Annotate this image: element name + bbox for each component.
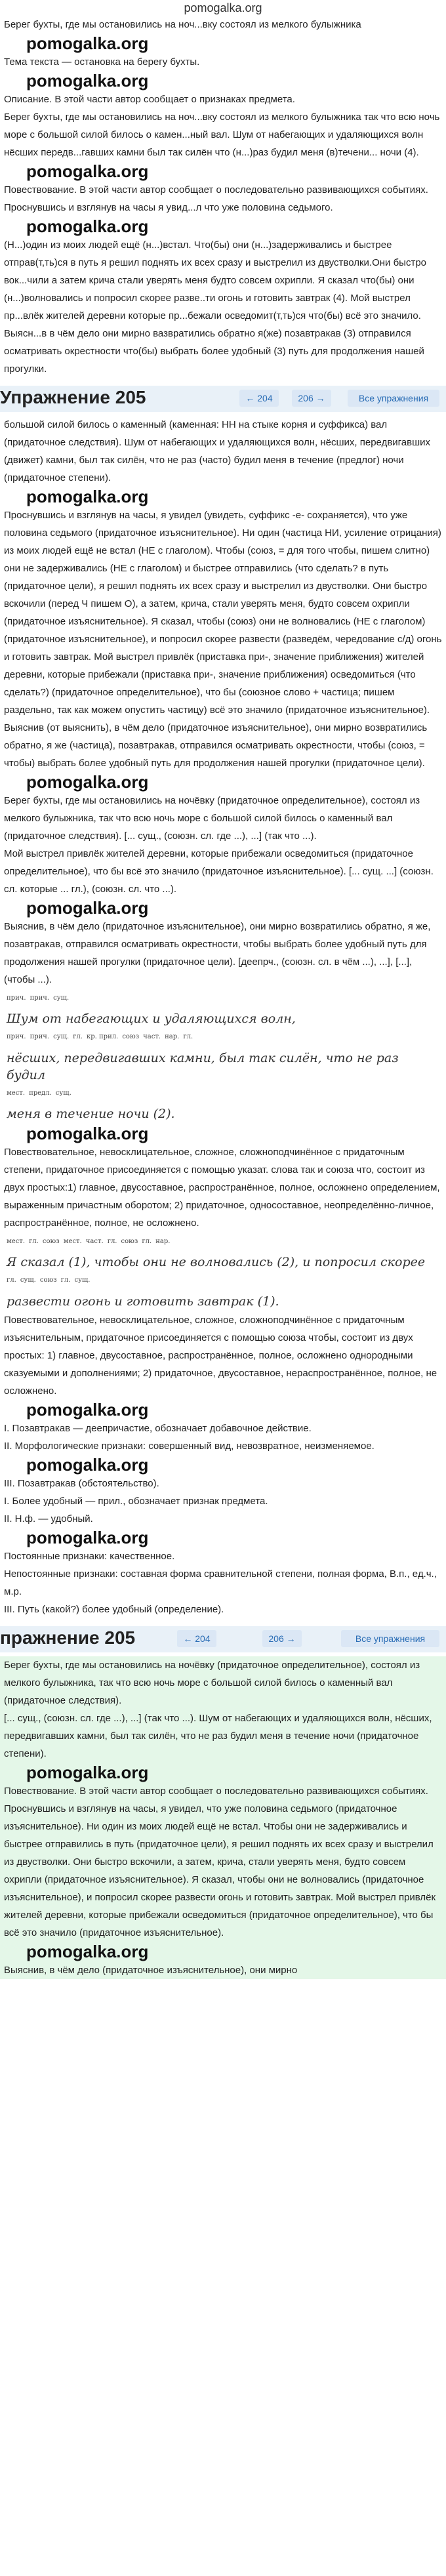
all-exercises-button[interactable]: Все упражнения (348, 390, 439, 407)
paragraph: Проснувшись и взглянув на часы, я увидел (увидеть, суффикс -е- сохраняется), что уже половина седьмого (придаточное изъяснительное). Ни один (частица НИ, усиление отрицания) из моих людей ещё не встал (НЕ с глаголом). Чтобы (союз, = для того чтобы, пишем слитно) они не задерживались (НЕ с глаголом) и быстрее отправились (что сделать? в путь (придаточное цели), я решил поднять их всех сразу и выстрелил из двустволки. Они быстро вскочили (перед Ч пишем О), а затем, крича, стали уверять меня, будто совсем охрипли (придаточное изъяснительное). Я сказал, чтобы (союз) они не волновались (НЕ с глаголом) (придаточное изъяснительное), и попросил скорее развести (разведём, чередование с/д) огонь и готовить завтрак. Мой выстрел привлёк (приставка при-, значение приближения) жителей деревни, которые прибежали (приставка при-, значение приближения) осведомиться (что сделать?) (придаточное определительное), что бы (союзное слово + частица; пишем раздельно, так как можем опустить частицу) всё это значило (придаточное изъяснительное). Выяснив (от выяснить), в чём дело (придаточное изъяснительное), они мирно возвратились обратно, я же (частица), позавтракав, отправился осматривать окрестности, чтобы (союз, = чтобы) выбрать более удобный путь для продолжения нашей прогулки (придаточное цели). (4, 510, 442, 769)
mark: союз (122, 1033, 140, 1041)
watermark: pomogalka.org (26, 33, 149, 53)
exercise-nav (0, 1626, 446, 1652)
paragraph: Берег бухты, где мы остановились на ноч...вку состоял из мелкого булыжника (4, 19, 361, 30)
paragraph: (Н...)один из моих людей ещё (н...)встал. Что(бы) они (н...)задерживались и быстрее отправ(т,ть)ся в путь я решил поднять их всех сразу и выстрелил из двустволки.Они быстро вок...чили а затем крича стали уверять меня будто совсем охрипли. Я сказал что(бы) они (н...)волновались и попросил скорее разве..ти огонь и готовить завтрак (4). Мой выстрел пр...влёк жителей деревни которые пр...бежали осведомит(т,ть)ся что(бы) всё это значило. Выясн...в в чём дело они мирно вазвратились обратно я(же) позавтракав (3) отправился осматривать окрестности что(бы) выбрать более удобный (3) путь для продолжения нашей прогулки. (4, 239, 427, 375)
watermark: pomogalka.org (26, 216, 149, 236)
mark: союз (42, 1237, 60, 1245)
mark: сущ. (53, 994, 70, 1002)
paragraph: Выяснив, в чём дело (придаточное изъяснительное), они мирно (4, 1964, 298, 1976)
handwritten-line: Шум от набегающих и удаляющихся волн, (7, 1012, 296, 1027)
prev-exercise-button[interactable]: ← 204 (177, 1630, 216, 1647)
mark: част. (143, 1033, 161, 1041)
mark: гл. (29, 1237, 39, 1245)
next-exercise-button[interactable]: 206 → (262, 1630, 302, 1647)
original-text-block (0, 16, 446, 378)
mark: кр. прил. (87, 1033, 119, 1041)
handwritten-line: Я сказал (1), чтобы они не волновались (2), и попросил скорее (7, 1255, 426, 1270)
paragraph: Описание. В этой части автор сообщает о признаках предмета. (4, 94, 295, 105)
analysis-block (0, 416, 446, 989)
prev-exercise-button[interactable]: ← 204 (239, 390, 279, 407)
mark: прич. (7, 1033, 26, 1041)
paragraph: III. Позавтракав (обстоятельство). (4, 1477, 159, 1489)
parse-marks (7, 1029, 439, 1048)
mark: гл. (183, 1033, 193, 1041)
handwritten-parse-2 (0, 1233, 446, 1310)
paragraph: II. Морфологические признаки: совершенный вид, невозвратное, неизменяемое. (4, 1440, 375, 1452)
mark: союз (39, 1277, 57, 1284)
watermark: pomogalka.org (26, 898, 149, 918)
mark: гл. (73, 1033, 83, 1041)
exercise-nav (0, 386, 446, 412)
exercise-title: Упражнение 205 (0, 387, 146, 407)
watermark: pomogalka.org (26, 1941, 149, 1961)
paragraph: Постоянные признаки: качественное. (4, 1550, 175, 1562)
next-exercise-button[interactable]: 206 → (292, 390, 331, 407)
paragraph: Берег бухты, где мы остановились на ночёвку (придаточное определительное), состоял из мелкого булыжника, так что всю ночь море с большой силой билось о каменный вал (придаточное следствия). [... сущ., (союзн. сл. где ...), ...] (так что ...). (4, 795, 420, 842)
paragraph: Тема текста — остановка на берегу бухты. (4, 56, 200, 68)
paragraph: Повествование. В этой части автор сообщает о последовательно развивающихся событиях. (4, 184, 428, 195)
watermark: pomogalka.org (26, 161, 149, 181)
mark: прич. (30, 1033, 50, 1041)
paragraph: Непостоянные признаки: составная форма сравнительной степени, полная форма, В.п., ед.ч., м.р. (4, 1568, 437, 1597)
sentence-analysis (0, 1311, 446, 1618)
paragraph: I. Позавтракав — деепричастие, обозначает добавочное действие. (4, 1422, 312, 1434)
watermark: pomogalka.org (26, 487, 149, 506)
mark: мест. (7, 1237, 26, 1245)
paragraph: Берег бухты, где мы остановились на ночёвку (придаточное определительное), состоял из мелкого булыжника, так что всю ночь море с большой силой билось о каменный вал (придаточное следствия). (4, 1659, 420, 1706)
parse-marks (7, 1085, 439, 1104)
top-brand: pomogalka.org (184, 1, 262, 14)
paragraph: Проснувшись и взглянув на часы я увид...л что уже половина седьмого. (4, 202, 333, 213)
paragraph: Мой выстрел привлёк жителей деревни, которые прибежали осведомиться (придаточное определительное), что бы всё это значило (придаточное изъяснительное). [... сущ. ...] (союзн. сл. которые ... гл.), (союзн. сл. что ...). (4, 848, 434, 895)
mark: нар. (155, 1237, 171, 1245)
watermark: pomogalka.org (26, 1527, 149, 1547)
watermark: pomogalka.org (26, 1399, 149, 1420)
paragraph: III. Путь (какой?) более удобный (определение). (4, 1603, 224, 1615)
mark: сущ. (74, 1277, 91, 1284)
mark: сущ. (53, 1033, 70, 1041)
mark: част. (85, 1237, 104, 1245)
watermark: pomogalka.org (26, 1762, 149, 1782)
mark: прич. (30, 994, 50, 1002)
watermark: pomogalka.org (26, 1123, 149, 1143)
mark: прич. (7, 994, 26, 1002)
paragraph: I. Более удобный — прил., обозначает признак предмета. (4, 1495, 268, 1507)
mark: союз (121, 1237, 138, 1245)
exercise-title: пражнение 205 (0, 1627, 136, 1648)
parse-marks (7, 1272, 439, 1291)
paragraph: Повествовательное, невосклицательное, сложное, сложноподчинённое с придаточным изъяснительным, придаточное присоединяется с помощью союза чтобы, состоит из двух простых: 1) главное, двусоставное, распространённое, полное, осложнено однородными сказуемыми и дополнениями; 2) придаточное, двусоставное, нераспространённое, полное, не осложнено. (4, 1314, 437, 1397)
watermark: pomogalka.org (26, 1454, 149, 1475)
mark: гл. (107, 1237, 117, 1245)
mark: нар. (165, 1033, 180, 1041)
parse-marks (7, 1233, 439, 1252)
parse-marks (7, 990, 439, 1009)
mark: мест. (7, 1089, 26, 1097)
mark: гл. (60, 1277, 71, 1284)
watermark: pomogalka.org (26, 772, 149, 792)
answer-block (0, 1656, 446, 1979)
paragraph: большой силой билось о каменный (каменная: НН на стыке корня и суффикса) вал (придаточное следствия). Шум от набегающих и удаляющихся волн, нёсших, передвигавших (движет) камни, был так силён, что не раз (часто) будил меня в течение (предлог) ночи (придаточное степени). (4, 419, 431, 483)
paragraph: Повествовательное, невосклицательное, сложное, сложноподчинённое с придаточным степени, придаточное присоединяется с помощью указат. слова так и союза что, состоит из двух простых:1) главное, двусоставное, распространённое, полное, осложнено определением, выраженным причастным оборотом; 2) придаточное, односоставное, неопределённо-личное, распространённое, полное, не осложнено. (4, 1146, 440, 1229)
handwritten-parse-1 (0, 990, 446, 1122)
handwritten-line: развести огонь и готовить завтрак (1). (7, 1294, 279, 1309)
mark: гл. (7, 1277, 16, 1284)
handwritten-line: меня в течение ночи (2). (7, 1106, 175, 1121)
watermark: pomogalka.org (26, 71, 149, 91)
paragraph: Проснувшись и взглянув на часы, я увидел, что уже половина седьмого (придаточное изъяснительное). Ни один из моих людей ещё не встал. Чтобы они не задерживались и быстрее отправились в путь (придаточное цели), я решил поднять их всех сразу и выстрелил из двустволки. Они быстро вскочили, а затем, крича, стали уверять меня, будто совсем охрипли (придаточное изъяснительное). Я сказал, чтобы они не волновались (придаточное изъяснительное), и попросил скорее развести огонь и готовить завтрак. Мой выстрел привлёк жителей деревни, которые прибежали осведомиться (придаточное определительное), что бы всё это значило (придаточное изъяснительное). (4, 1803, 436, 1938)
paragraph: [... сущ., (союзн. сл. где ...), ...] (так что ...). Шум от набегающих и удаляющихся волн, нёсших, передвигавших камни, был так силён, что не раз будил меня в течение ночи (придаточное степени). (4, 1712, 432, 1759)
all-exercises-button[interactable]: Все упражнения (341, 1630, 439, 1647)
mark: сущ. (20, 1277, 36, 1284)
paragraph: Берег бухты, где мы остановились на ноч...вку состоял из мелкого булыжника так что всю ночь море с большой силой билось о камен...ный вал. Шум от набегающих и удаляющихся волн нёсших передв...гавших камни был так силён что (н...)раз будил меня (в)течени... ночи (4). (4, 112, 440, 158)
mark: мест. (63, 1237, 82, 1245)
paragraph: Выяснив, в чём дело (придаточное изъяснительное), они мирно возвратились обратно, я же, позавтракав, отправился осматривать окрестности, чтобы выбрать более удобный путь для продолжения нашей прогулки (придаточное цели). [деепрч., (союзн. сл. в чём ...), ...], [...], (чтобы ...). (4, 921, 431, 985)
mark: предл. (29, 1089, 52, 1097)
handwritten-line: нёсших, передвигавших камни, был так силён, что не раз будил (7, 1050, 399, 1082)
mark: гл. (142, 1237, 152, 1245)
mark: сущ. (55, 1089, 71, 1097)
paragraph: Повествование. В этой части автор сообщает о последовательно развивающихся событиях. (4, 1785, 428, 1797)
paragraph: II. Н.ф. — удобный. (4, 1513, 93, 1524)
